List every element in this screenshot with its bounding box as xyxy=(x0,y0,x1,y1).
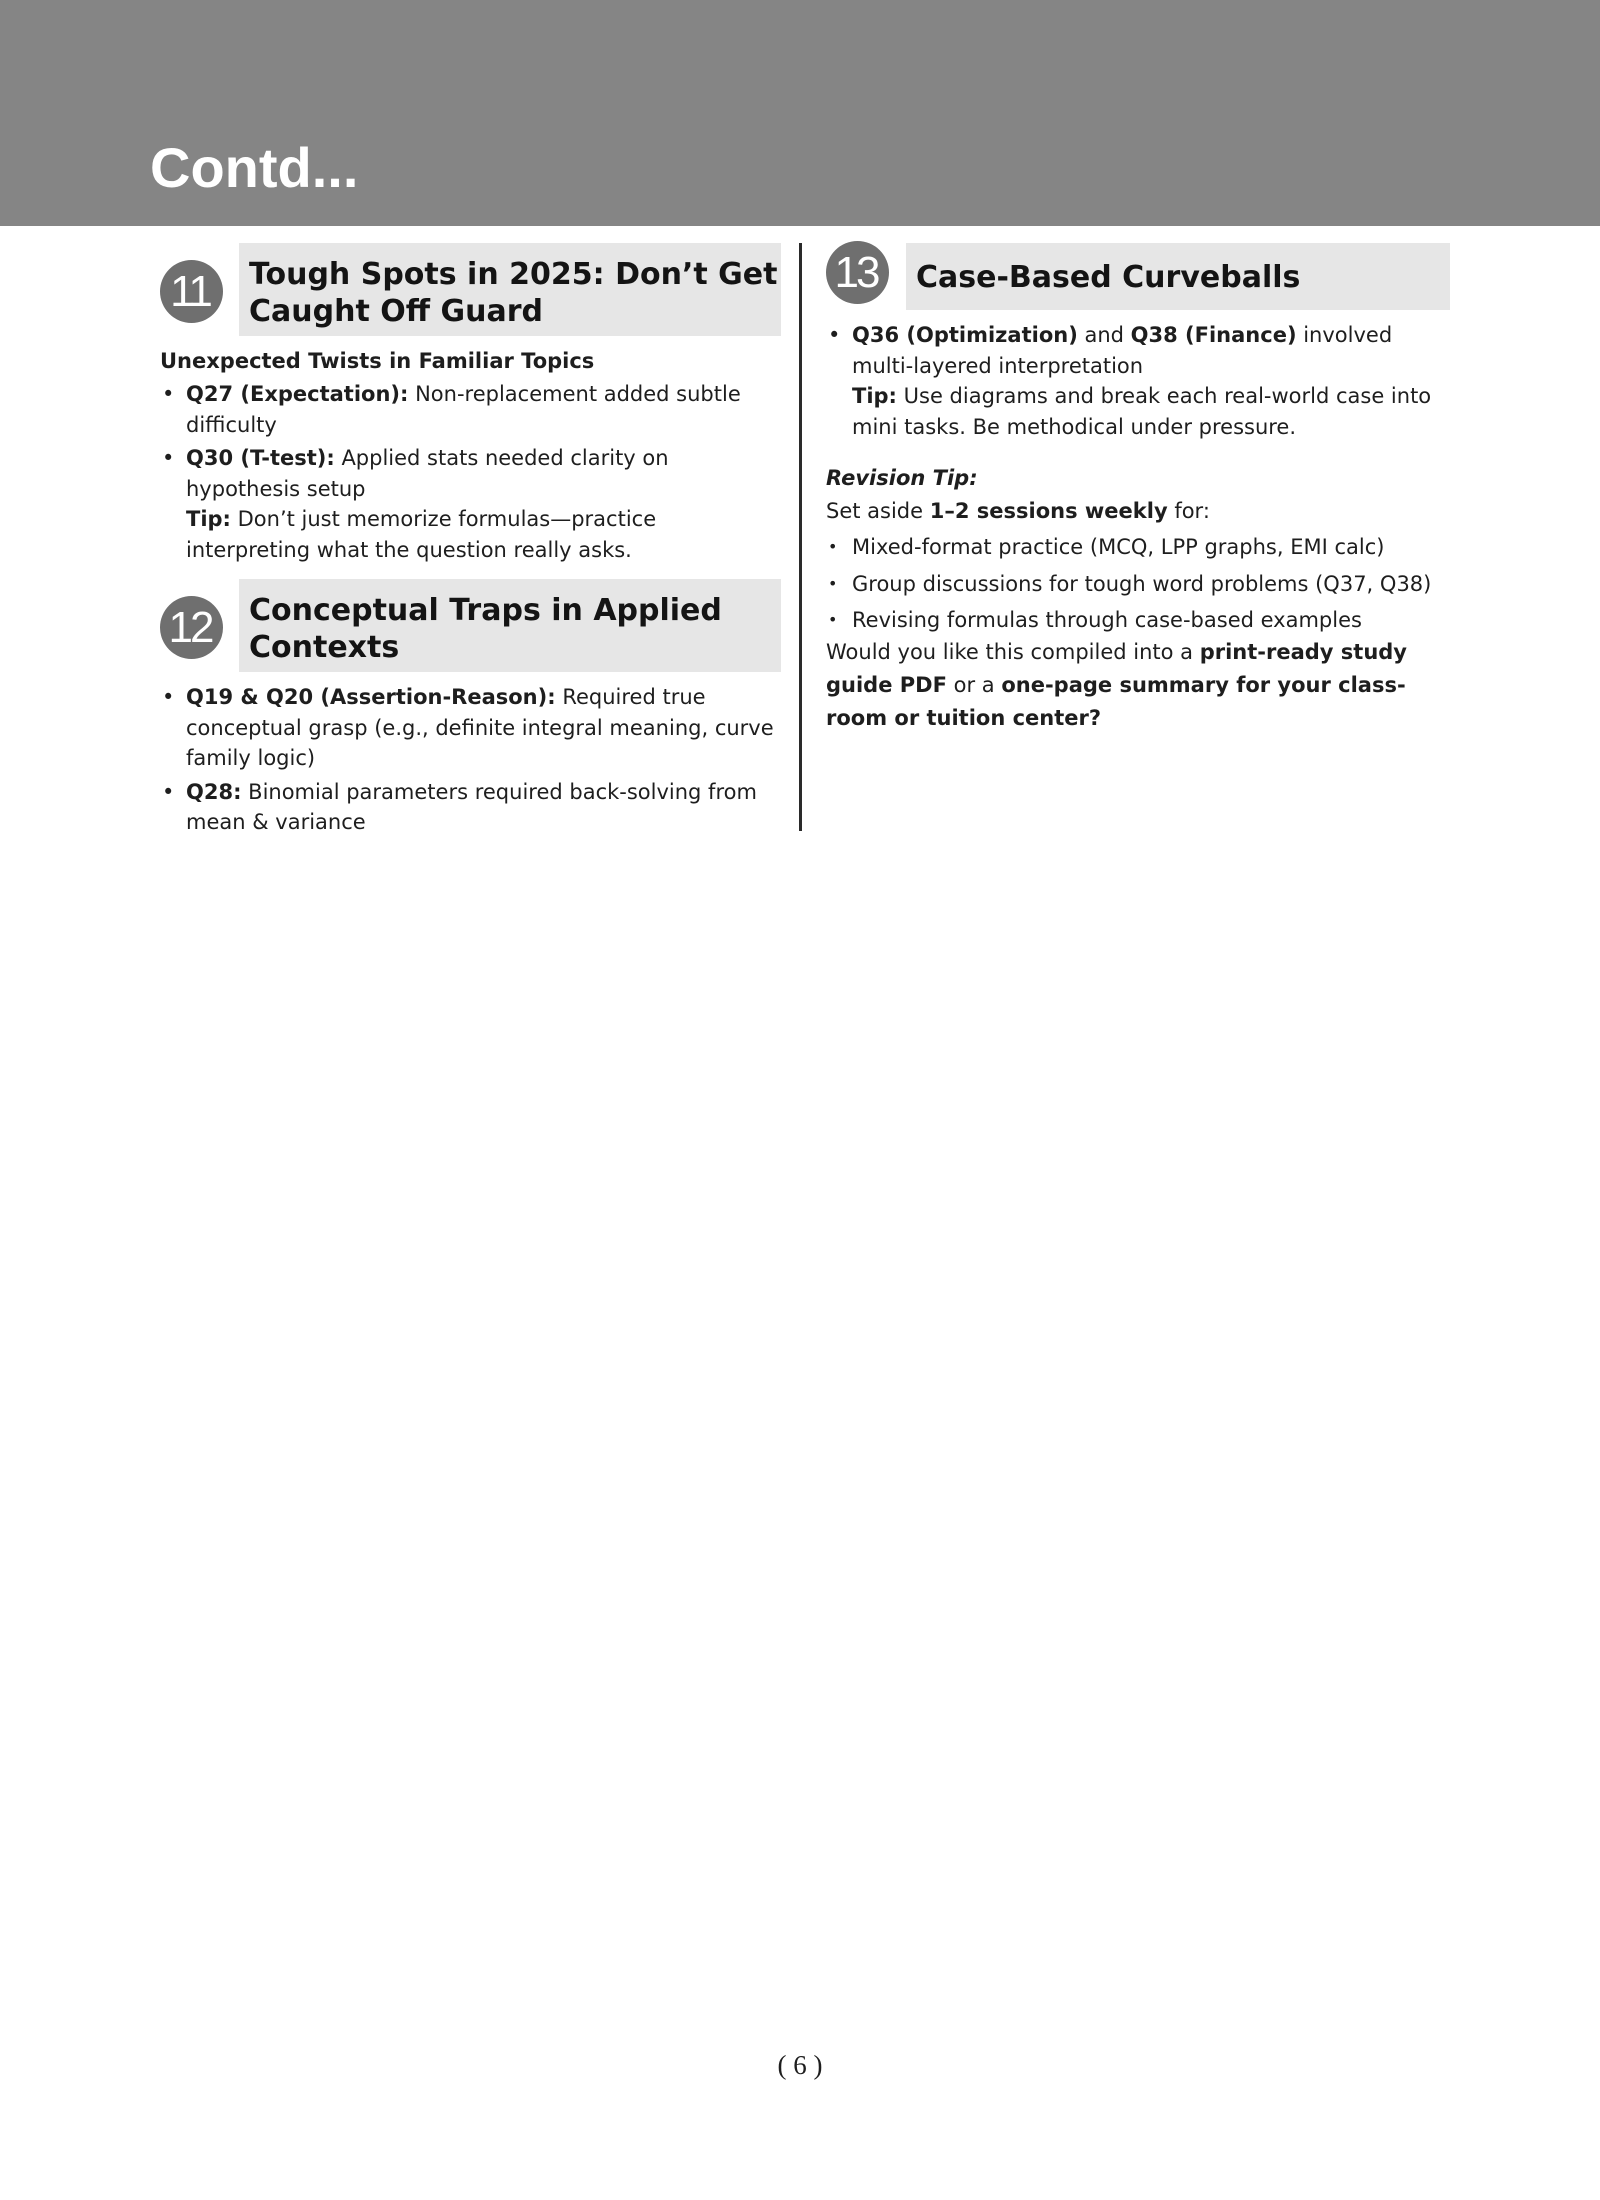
section-title-line: Conceptual Traps in Applied xyxy=(249,593,722,628)
item-text: Mixed-format practice (MCQ, LPP graphs, EMI calc) xyxy=(852,535,1385,559)
revision-intro xyxy=(826,495,1450,528)
tip-text: Don’t just memorize formulas—practice interpreting what the question really asks. xyxy=(186,507,657,562)
closing-text: Would you like this compiled into a xyxy=(826,639,1200,664)
section-12-header xyxy=(160,579,781,672)
intro-text: for: xyxy=(1167,499,1210,523)
section-number-badge: 11 xyxy=(160,260,223,323)
revision-tip-title: Revision Tip: xyxy=(826,466,978,490)
section-title: Case-Based Curveballs xyxy=(906,243,1450,310)
section-title-line: Tough Spots in 2025: Don’t Get xyxy=(249,257,778,292)
item-text: Group discussions for tough word problems (Q37, Q38) xyxy=(852,571,1432,596)
list-item: • Q30 (T-test): Applied stats needed clarity on hypothesis setup Tip: Don’t just memorize formulas—practice interpreting what the question really asks. xyxy=(160,443,781,565)
revision-list xyxy=(826,532,1450,636)
list-item: • Revising formulas through case-based examples xyxy=(828,608,1362,632)
item-text: Non-replacement added subtle difficulty xyxy=(186,382,741,437)
intro-emphasis: 1–2 sessions weekly xyxy=(929,499,1168,523)
bullet-list xyxy=(826,320,1450,442)
section-number-badge: 13 xyxy=(826,241,889,304)
list-item: • Q28: Binomial parameters required back-solving from mean & variance xyxy=(162,779,757,834)
item-text: Binomial parameters required back-solving from mean & variance xyxy=(186,779,757,834)
item-text: Required true conceptual grasp (e.g., definite integral meaning, curve family logic) xyxy=(186,685,774,770)
subheading: Unexpected Twists in Familiar Topics xyxy=(160,349,595,373)
tip-text: Use diagrams and break each real-world case into mini tasks. Be methodical under pressure. xyxy=(852,384,1432,439)
closing-emphasis: one-page summary for your class-room or tuition center? xyxy=(826,672,1406,730)
section-title xyxy=(239,579,781,672)
bullet-list xyxy=(160,682,781,838)
header-band xyxy=(0,0,1600,226)
question-ref: Q36 (Optimization) xyxy=(852,323,1078,347)
list-item: • Q36 (Optimization) and Q38 (Finance) involved multi-layered interpretation Tip: Use diagrams and break each real-world case into mini tasks. Be methodical under pressure. xyxy=(826,320,1450,442)
item-text: and xyxy=(1077,323,1131,347)
question-ref: Q27 (Expectation): xyxy=(186,382,409,406)
item-text: Applied stats needed clarity on hypothesis setup xyxy=(186,446,669,501)
section-title-line: Caught Off Guard xyxy=(249,294,543,329)
question-ref: Q19 & Q20 (Assertion-Reason): xyxy=(186,685,556,709)
bullet-list xyxy=(160,379,781,565)
intro-text: Set aside xyxy=(826,499,930,523)
tip xyxy=(852,381,1450,442)
section-number-badge: 12 xyxy=(160,596,223,659)
tip-label: Tip: xyxy=(852,384,897,408)
column-divider xyxy=(799,243,802,831)
list-item: • Mixed-format practice (MCQ, LPP graphs, EMI calc) xyxy=(828,535,1385,559)
tip xyxy=(186,504,781,565)
section-11-header xyxy=(160,243,781,336)
question-ref: Q30 (T-test): xyxy=(186,446,335,470)
item-text: Revising formulas through case-based examples xyxy=(852,608,1362,632)
page-number: ( 6 ) xyxy=(777,2050,823,2080)
question-ref: Q28: xyxy=(186,779,242,804)
section-title xyxy=(239,243,781,336)
closing-emphasis: print-ready study guide PDF xyxy=(826,639,1407,697)
closing-paragraph xyxy=(826,636,1450,735)
left-column xyxy=(160,243,781,838)
list-item: • Q27 (Expectation): Non-replacement added subtle difficulty xyxy=(162,382,741,437)
list-item: • Group discussions for tough word problems (Q37, Q38) xyxy=(828,571,1432,596)
item-text: involved multi-layered interpretation xyxy=(852,323,1393,378)
right-column xyxy=(826,243,1450,735)
tip-label: Tip: xyxy=(186,507,231,531)
question-ref: Q38 (Finance) xyxy=(1130,323,1297,347)
list-item: • Q19 & Q20 (Assertion-Reason): Required true conceptual grasp (e.g., definite integral meaning, curve family logic) xyxy=(162,685,774,770)
section-title-line: Contexts xyxy=(249,630,400,665)
section-13-header xyxy=(826,243,1450,310)
page-title: Contd... xyxy=(150,136,359,199)
closing-text: or a xyxy=(946,672,1002,697)
